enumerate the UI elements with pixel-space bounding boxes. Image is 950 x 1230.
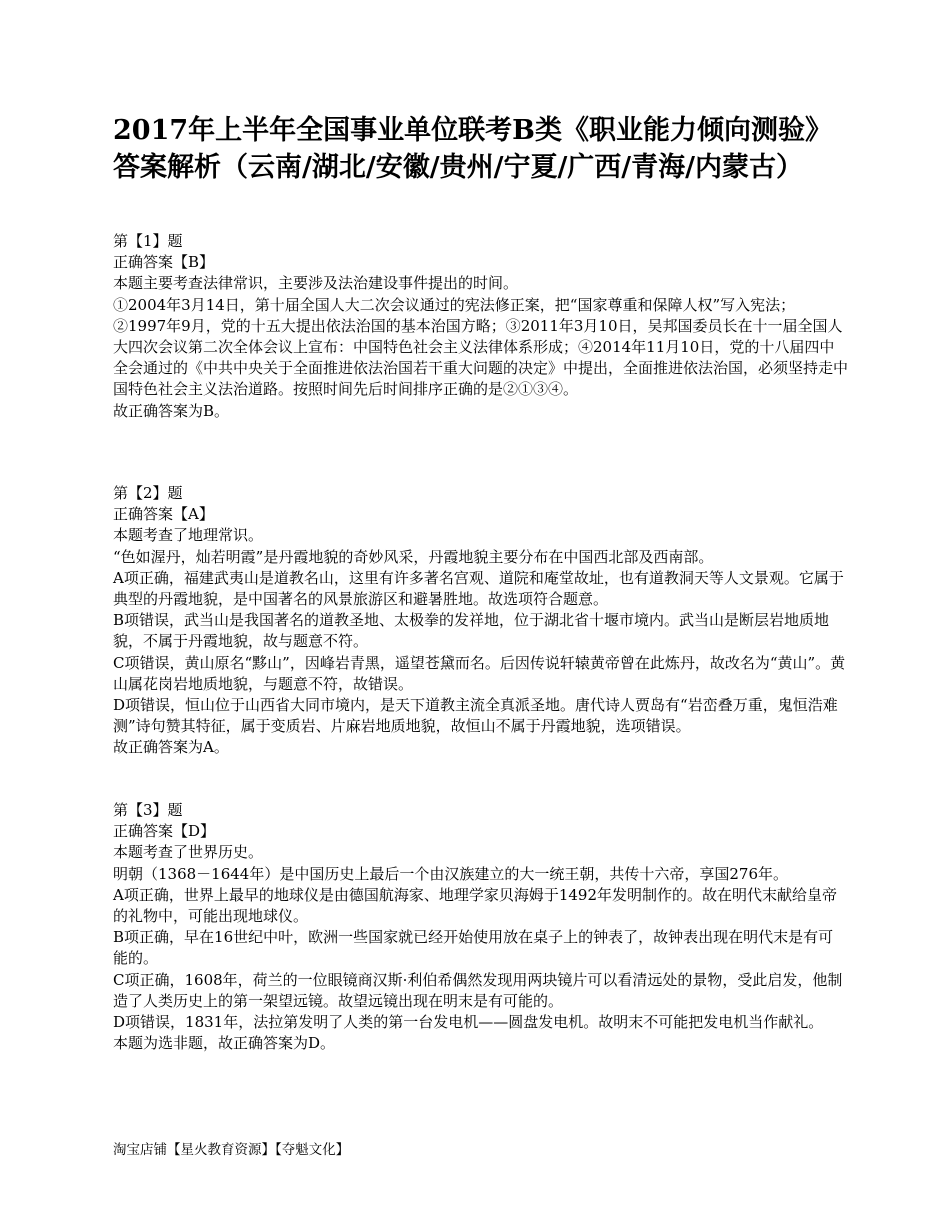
correct-answer: 正确答案【D】 (113, 822, 216, 841)
question-number: 第【1】题 (113, 232, 183, 250)
title-line-1: 2017年上半年全国事业单位联考B类《职业能力倾向测验》 (113, 115, 832, 146)
question-block-1 (113, 231, 848, 422)
explanation-line: C项正确，1608年，荷兰的一位眼镜商汉斯·利伯希偶然发现用两块镜片可以看清远处的景物，受此启发，他制造了人类历史上的第一架望远镜。故望远镜出现在明末是有可能的。 (113, 970, 843, 1010)
explanation-line: D项错误，恒山位于山西省大同市境内，是天下道教主流全真派圣地。唐代诗人贾岛有“岩峦叠万重，鬼恒浩难测”诗句赞其特征，属于变质岩、片麻岩地质地貌，故恒山不属于丹霞地貌，选项错误。 (113, 696, 838, 736)
explanation-line: C项错误，黄山原名“黟山”，因峰岩青黑，遥望苍黛而名。后因传说轩辕黄帝曾在此炼丹，故改名为“黄山”。黄山属花岗岩地质地貌，与题意不符，故错误。 (113, 653, 846, 693)
explanation-line: B项正确，早在16世纪中叶，欧洲一些国家就已经开始使用放在桌子上的钟表了，故钟表出现在明代末是有可能的。 (113, 928, 834, 968)
page-footer: 淘宝店铺【星火教育资源】【夺魁文化】 (113, 1142, 350, 1158)
question-block-3 (113, 800, 848, 1054)
explanation-line: 本题考查了世界历史。 (113, 843, 264, 862)
explanation-line: 故正确答案为B。 (113, 401, 230, 420)
explanation-line: B项错误，武当山是我国著名的道教圣地、太极拳的发祥地，位于湖北省十堰市境内。武当山是断层岩地质地貌，不属于丹霞地貌，故与题意不符。 (113, 611, 830, 651)
explanation-line: D项错误，1831年，法拉第发明了人类的第一台发电机——圆盘发电机。故明末不可能把发电机当作献礼。 (113, 1013, 824, 1032)
explanation-line: A项正确，世界上最早的地球仪是由德国航海家、地理学家贝海姆于1492年发明制作的。故在明代末献给皇帝的礼物中，可能出现地球仪。 (113, 885, 838, 926)
explanation-line: 本题主要考查法律常识，主要涉及法治建设事件提出的时间。 (113, 274, 519, 293)
question-number: 第【3】题 (113, 801, 183, 819)
correct-answer: 正确答案【A】 (113, 505, 214, 524)
question-number: 第【2】题 (113, 484, 183, 502)
correct-answer: 正确答案【B】 (113, 253, 215, 272)
explanation-line: 本题为选非题，故正确答案为D。 (113, 1034, 336, 1053)
explanation-line: “色如渥丹，灿若明霞”是丹霞地貌的奇妙风采，丹霞地貌主要分布在中国西北部及西南部。 (113, 547, 714, 566)
question-block-2 (113, 483, 848, 759)
explanation-line: A项正确，福建武夷山是道教名山，这里有许多著名宫观、道院和庵堂故址，也有道教洞天等人文景观。它属于典型的丹霞地貌，是中国著名的风景旅游区和避暑胜地。故选项符合题意。 (113, 568, 844, 609)
explanation-line: 故正确答案为A。 (113, 738, 229, 757)
explanation-line: 本题考查了地理常识。 (113, 526, 264, 545)
document-title (113, 112, 873, 186)
explanation-line: 明朝（1368－1644年）是中国历史上最后一个由汉族建立的大一统王朝，共传十六帝，享国276年。 (113, 864, 788, 883)
explanation-line: ①2004年3月14日，第十届全国人大二次会议通过的宪法修正案，把“国家尊重和保障人权”写入宪法；②1997年9月，党的十五大提出依法治国的基本治国方略；③2011年3月10日，吴邦国委员长在十一届全国人大四次会议第二次全体会议上宣布：中国特色社会主义法律体系形成；④2014年11月10日，党的十八届四中全会通过的《中共中央关于全面推进依法治国若干重大问题的决定》中提出，全面推进依法治国，必须坚持走中国特色社会主义法治道路。按照时间先后时间排序正确的是②①③④。 (113, 295, 849, 399)
title-line-2: 答案解析（云南/湖北/安徽/贵州/宁夏/广西/青海/内蒙古） (113, 152, 804, 183)
